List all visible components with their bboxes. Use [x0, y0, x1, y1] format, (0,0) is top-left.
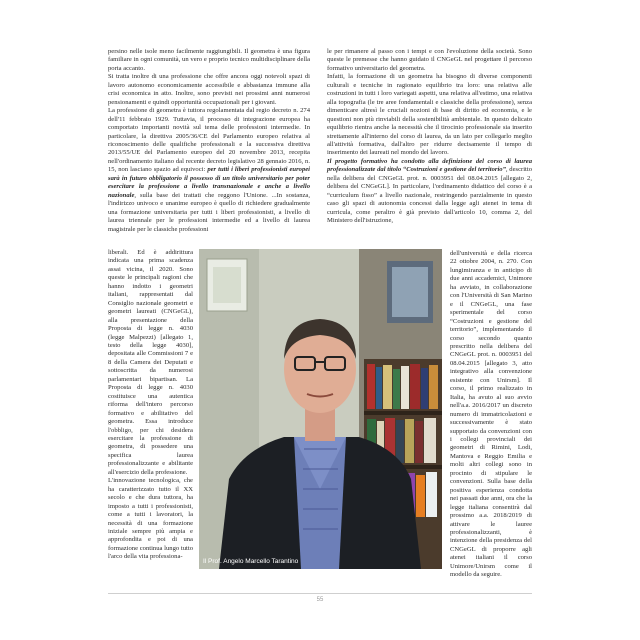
left-column	[108, 48, 310, 234]
right-paragraph-3-end: , descritto nella delibera del CNGeGL prot. n. 0003951 del 08.04.2015 [allegato 2, delibera del CNGeGL]. In particolare, l'ordinamento didattico del corso è a “curriculum fisso” a livello nazionale, restringendo parzialmente in questo caso gli spazi di autonomia concessi dalla legge agli atenei in tema di curricula, come peraltro è già previsto dall'articolo 10, comma 2, del Ministero dell'istruzione,	[327, 166, 532, 225]
right-paragraph-1: le per rimanere al passo con i tempi e con l'evoluzione della società. Sono queste le premesse che hanno guidato il CNGeGL nel progettare il percorso formativo universitario del geometra.	[327, 48, 532, 72]
left-paragraph-2: Si tratta inoltre di una professione che offre ancora oggi notevoli spazi di lavoro autonomo economicamente accessibile e abbastanza immune alla crisi economica in atto. Inoltre, sono previsti nei prossimi anni numerosi pensionamenti e quindi opportunità occupazionali per i giovani.	[108, 73, 310, 106]
footer-divider	[108, 593, 532, 594]
left-paragraph-3	[108, 107, 310, 234]
right-paragraph-3-emphasis: Il progetto formativo ha condotto alla definizione del corso di laurea professionalizzate dal titolo “Costruzioni e gestione del territorio”	[327, 157, 532, 174]
left-paragraph-3-start: La professione di geometra è tuttora regolamentata dal regio decreto n. 274 dell'11 febbraio 1929. Tuttavia, il processo di integrazione europea ha comportato importanti novità sul tema delle professioni intermedie. In particolare, la direttiva 2005/36/CE del Parlamento europeo relativa al riconoscimento delle qualifiche professionali e la successiva direttiva 2013/55/UE del Parlamento europeo del 20 novembre 2013, recepita nell'ordinamento italiano dal recente decreto legislativo 28 gennaio 2016, n. 15, non lasciano spazio ad equivoci:	[108, 107, 310, 174]
left-narrow-column	[108, 249, 193, 562]
right-narrow-column	[450, 250, 532, 580]
portrait-illustration	[199, 249, 442, 569]
left-narrow-paragraph-2: L'innovazione tecnologica, che ha caratterizzato tutto il XX secolo e che dura tuttora, ha imposto a tutti i professionisti, come a tutti i lavoratori, la necessità di una formazione iniziale sempre più ampia e approfondita e poi di una formazione continua lungo tutto l'arco della vita professiona-	[108, 477, 193, 561]
left-paragraph-3-end: , sulla base dei trattati che reggono l'Unione. ...In sostanza, l'indirizzo univoco e unanime europeo è quello di richiedere gradualmente una formazione universitaria per tutti i liberi professionisti, a livello di laurea triennale per le professioni intermedie ed a livello di laurea magistrale per le classiche professioni	[108, 191, 310, 233]
left-narrow-paragraph: liberali. Ed è addirittura indicata una prima scadenza assai vicina, il 2020. Sono queste le principali ragioni che hanno indotto i geometri italiani, rappresentati dal Consiglio nazionale geometri e geometri laureati (CNGeGL), alla presentazione della Proposta di legge n. 4030 (legge Malpezzi) [allegato 1, testo della legge 4030], depositata alle Commissioni 7 e 8 della Camera dei Deputati e sottoscritta da numerosi parlamentari bipartisan. La Proposta di legge n. 4030 costituisce una autentica riforma dell'intero percorso formativo e abilitativo del geometra. Essa introduce l'obbligo, per chi desidera esercitare la professione di geometra, di possedere una specifica laurea professionalizzante e abilitante all'esercizio della professione.	[108, 249, 193, 476]
portrait-photo	[199, 249, 442, 569]
photo-caption: Il Prof. Angelo Marcello Tarantino	[203, 558, 299, 565]
right-paragraph-3	[327, 158, 532, 226]
left-paragraph-1: persino nelle isole meno facilmente raggiungibili. Il geometra è una figura familiare in ogni comunità, un vero e proprio tecnico multidisciplinare della porta accanto.	[108, 48, 310, 72]
right-paragraph-2: Infatti, la formazione di un geometra ha bisogno di diverse componenti culturali e tecniche in ragionato equilibrio tra loro: una relativa alle costruzioni in tutti i loro variegati aspetti, una relativa all'estimo, una relativa alla topografia (le tre aree fondamentali e classiche della professione), senza dimenticare altresì le cruciali nozioni di base di diritto ed economia, e le questioni non più rinviabili della sostenibilità ambientale. In questo delicato equilibrio rientra anche la necessità che il tirocinio professionale sia inserito strettamente all'interno del corso di laurea, da un lato per collegarlo meglio all'attività formativa, dall'altro per ridurre decisamente il tempo di inserimento dei laureati nel mondo del lavoro.	[327, 73, 532, 157]
right-column	[327, 48, 532, 226]
right-narrow-paragraph: dell'università e della ricerca 22 ottobre 2004, n. 270. Con lungimiranza e in anticipo di due anni accademici, Unimore ha avviato, in collaborazione con l'Università di San Marino e il CNGeGL, una fase sperimentale del corso “Costruzioni e gestione del territorio”, implementando il corso secondo quanto prescritto nella delibera del CNGeGL prot. n. 0003951 del 08.04.2015 [allegato 3, atto integrativo alla convenzione esistente con Unirsm]. Il corso, il primo realizzato in Italia, ha avuto al suo avvio nell'a.a. 2016/2017 un discreto numero di immatricolazioni e successivamente è stato supportato da convenzioni con i collegi provinciali dei geometri di Rimini, Lodi, Mantova e Reggio Emilia e molti altri collegi sono in procinto di stipulare le convenzioni. Sulla base della positiva esperienza condotta nei passati due anni, ora che la legge italiana consentirà dal prossimo a.a. 2018/2019 di attivare le lauree professionalizzanti, è intenzione della presidenza del CNGeGL di proporre agli atenei italiani il corso Unimore/Unirsm come il modello da seguire.	[450, 250, 532, 579]
page-number: 55	[316, 597, 324, 603]
left-paragraph-3-emphasis: per tutti i liberi professionisti europei sarà in futuro obbligatorio il possesso di un titolo universitario per poter esercitare la professione a livello transnazionale e anche a livello nazionale	[108, 166, 310, 199]
